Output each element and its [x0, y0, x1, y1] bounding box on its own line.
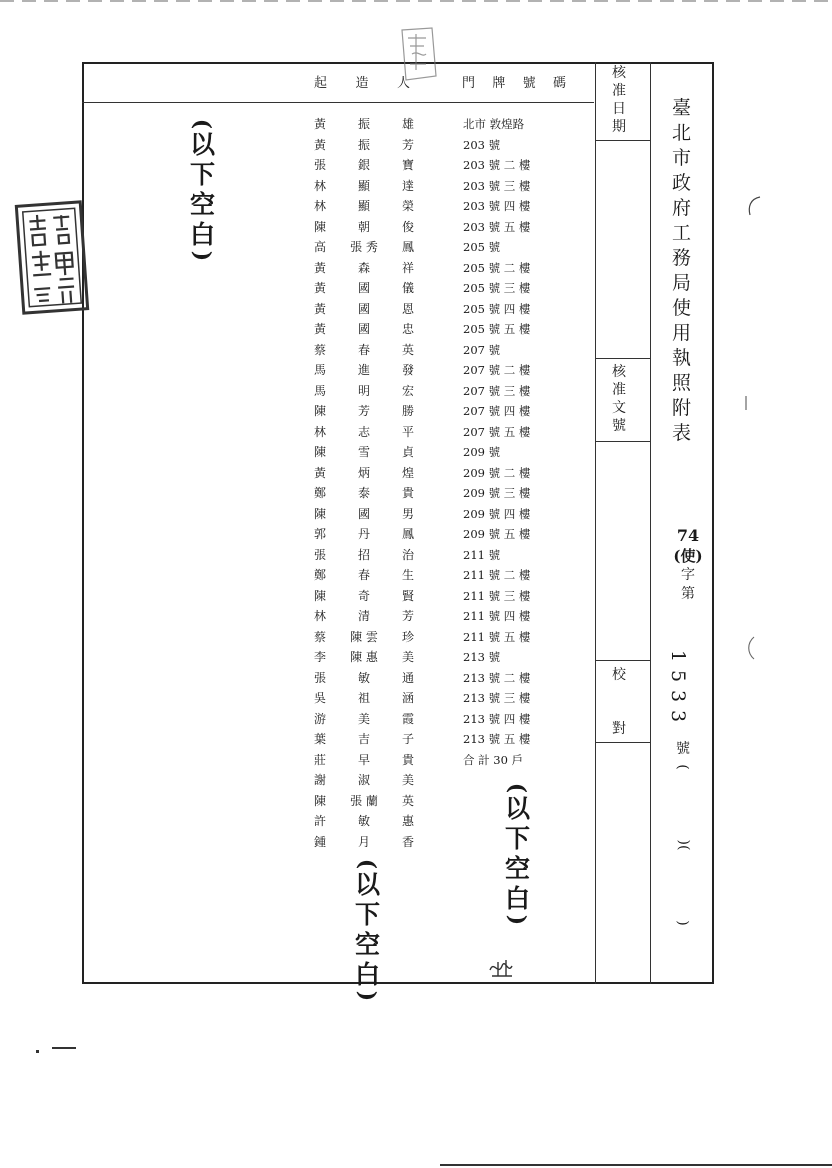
- address-row: 213 號 二 樓: [463, 670, 531, 685]
- approval-doc-label: [612, 363, 626, 435]
- title-char: 執: [672, 347, 692, 369]
- address-row: 203 號 二 樓: [463, 158, 531, 172]
- title-char: 市: [672, 147, 692, 169]
- blank-mark-close-paren: ): [189, 250, 216, 262]
- address-row: 213 號 五 樓: [463, 732, 531, 746]
- blank-mark-char: 白: [355, 960, 381, 989]
- builder-name-part: 顯: [357, 199, 370, 213]
- builder-row: [314, 504, 414, 525]
- builder-row: [314, 524, 414, 545]
- side-box-divider-1: [596, 140, 650, 141]
- builder-name-part: 高: [314, 240, 327, 254]
- builder-row: [314, 647, 414, 668]
- builder-name-part: 林: [314, 199, 327, 213]
- address-header-char: 牌: [492, 76, 506, 91]
- builder-row: [314, 688, 414, 709]
- builder-name-part: 國: [357, 506, 370, 521]
- builder-name-part: 張: [314, 158, 327, 172]
- builder-name-part: 陳: [314, 588, 327, 603]
- address-header-char: 號: [522, 76, 536, 91]
- builder-row: [314, 606, 414, 627]
- permit-number-block: [668, 526, 708, 604]
- builder-name-part: 張: [314, 670, 327, 685]
- builder-name-part: 清: [357, 609, 370, 623]
- blank-mark-char: 下: [190, 160, 216, 189]
- builder-name-part: 林: [314, 424, 327, 439]
- builder-row: [314, 422, 414, 443]
- blank-mark-char: 下: [355, 900, 381, 929]
- builder-name-part: 宏: [401, 383, 414, 398]
- address-row: 207 號 三 樓: [463, 383, 531, 398]
- builder-row: [314, 360, 414, 381]
- builder-row: [314, 483, 414, 504]
- builder-name-part: 黃: [314, 281, 327, 295]
- permit-char-di: 第: [681, 586, 695, 602]
- proofread-label: [612, 666, 626, 738]
- builder-row: [314, 299, 414, 320]
- builder-header: [314, 72, 410, 91]
- builder-name-part: 吳: [314, 691, 327, 705]
- bottom-edge-line: [440, 1164, 832, 1166]
- builder-name-part: 珍: [401, 629, 414, 644]
- builder-row: [314, 135, 414, 156]
- builder-name-part: 黃: [314, 117, 327, 131]
- address-row: 205 號 五 樓: [463, 322, 531, 336]
- builder-name-part: 陳: [314, 404, 327, 418]
- label-char: 校: [612, 667, 626, 683]
- builder-name-part: 鄭: [314, 486, 327, 500]
- builder-header-char: 起: [314, 76, 328, 91]
- blank-mark-char: 空: [190, 190, 216, 219]
- title-char: 北: [672, 122, 692, 144]
- builder-name-part: 振: [357, 137, 370, 152]
- builder-name-part: 蔡: [314, 629, 327, 644]
- address-header-char: 門: [462, 76, 476, 91]
- builder-name-part: 國: [357, 301, 370, 316]
- address-row: 203 號 三 樓: [463, 178, 531, 193]
- title-char: 務: [672, 247, 692, 269]
- builder-name-part: 奇: [357, 588, 370, 603]
- bracket: ): [675, 920, 691, 926]
- builder-name-part: 忠: [401, 322, 414, 336]
- address-row: 211 號 三 樓: [463, 588, 531, 603]
- builder-header-char: 造: [355, 76, 369, 91]
- builder-name-part: 許: [314, 814, 327, 828]
- bracket: (: [675, 764, 691, 770]
- header-divider: [82, 102, 594, 103]
- builder-name-part: 霞: [401, 711, 414, 726]
- builder-row: [314, 545, 414, 566]
- builder-row: [314, 832, 414, 853]
- builder-row: [314, 565, 414, 586]
- side-box-divider-5: [596, 742, 650, 743]
- builder-name-part: 祖: [357, 691, 370, 705]
- builder-name-part: 陳: [314, 506, 327, 521]
- address-row: 211 號 五 樓: [463, 629, 531, 644]
- builder-name-part: 明: [357, 383, 370, 398]
- address-row: 207 號 四 樓: [463, 404, 531, 418]
- bracket: )(: [675, 839, 691, 851]
- address-header-char: 碼: [552, 76, 566, 91]
- serial-digit: 3: [667, 709, 690, 723]
- builder-row: [314, 114, 414, 135]
- margin-bracket-mark-icon: [744, 195, 764, 217]
- builder-name-part: 張 蘭: [350, 793, 378, 808]
- builder-name-part: 平: [401, 424, 414, 439]
- builder-name-part: 春: [357, 342, 370, 357]
- builder-name-part: 祥: [401, 260, 414, 275]
- builder-name-part: 香: [401, 834, 414, 849]
- builder-name-part: 林: [314, 609, 327, 623]
- builder-name-part: 黃: [314, 137, 327, 152]
- label-char: 日: [612, 101, 626, 117]
- builder-name-part: 鄭: [314, 568, 327, 582]
- builder-name-part: 陳: [314, 793, 327, 808]
- builder-name-part: 治: [401, 547, 414, 562]
- title-char: 臺: [672, 97, 692, 119]
- builder-row: [314, 463, 414, 484]
- blank-mark-open-paren: (: [189, 118, 216, 130]
- blank-mark-char: 空: [505, 854, 531, 883]
- serial-digit: 1: [667, 649, 690, 663]
- builder-name-part: 鳳: [401, 240, 414, 254]
- builder-name-part: 黃: [314, 465, 327, 480]
- builder-name-part: 貞: [401, 445, 414, 459]
- builder-row: [314, 729, 414, 750]
- builder-row: [314, 627, 414, 648]
- builder-row: [314, 586, 414, 607]
- blank-mark-bottom: [355, 858, 380, 1002]
- builder-name-part: 進: [357, 363, 370, 377]
- builder-name-part: 張 秀: [350, 240, 378, 254]
- title-char: 表: [672, 422, 692, 444]
- permit-year: 74: [676, 526, 700, 545]
- builder-row: [314, 770, 414, 791]
- form-title: [672, 96, 691, 446]
- address-row: 205 號 四 樓: [463, 301, 531, 316]
- builder-name-part: 俊: [401, 219, 414, 234]
- side-box-divider-2: [596, 358, 650, 359]
- address-row: 205 號: [463, 240, 501, 254]
- address-row: 207 號 五 樓: [463, 424, 531, 439]
- builder-name-part: 國: [357, 322, 370, 336]
- builder-name-part: 貴: [401, 752, 414, 767]
- builder-name-part: 早: [357, 752, 370, 767]
- address-row: 209 號 四 樓: [463, 506, 531, 521]
- serial-digit: 5: [667, 669, 690, 683]
- blank-mark-close-paren: ): [354, 990, 381, 1002]
- builder-name-part: 振: [357, 117, 370, 131]
- builder-row: [314, 237, 414, 258]
- blank-mark-open-paren: (: [504, 782, 531, 794]
- builder-name-part: 黃: [314, 301, 327, 316]
- blank-mark-char: 白: [190, 220, 216, 249]
- title-char: 照: [672, 372, 692, 394]
- address-row: 205 號 二 樓: [463, 260, 531, 275]
- title-char: 附: [672, 397, 692, 419]
- builder-name-part: 雄: [401, 117, 414, 131]
- builder-row: [314, 176, 414, 197]
- address-row: 203 號 四 樓: [463, 199, 531, 213]
- builder-row: [314, 278, 414, 299]
- builder-name-part: 莊: [314, 752, 327, 767]
- permit-serial-number: [667, 646, 690, 726]
- address-row: 205 號 三 樓: [463, 281, 531, 295]
- builder-name-part: 恩: [401, 301, 414, 316]
- builder-name-part: 丹: [357, 527, 370, 541]
- builder-row: [314, 196, 414, 217]
- label-char: 號: [612, 418, 626, 434]
- address-row: 203 號: [463, 137, 501, 152]
- seal-stamp-icon: [12, 198, 92, 318]
- builder-name-part: 芳: [401, 609, 414, 623]
- address-row: 合 計 30 戶: [463, 752, 524, 767]
- title-char: 工: [672, 222, 692, 244]
- builder-name-part: 銀: [357, 158, 370, 172]
- label-char: 對: [612, 721, 626, 737]
- builder-name-part: 榮: [401, 199, 414, 213]
- builder-name-part: 寶: [401, 158, 414, 172]
- builder-row: [314, 155, 414, 176]
- builder-name-part: 顯: [357, 178, 370, 193]
- builder-row: [314, 668, 414, 689]
- builder-row: [314, 217, 414, 238]
- approval-date-label: [612, 64, 626, 136]
- blank-mark-char: 以: [190, 130, 216, 159]
- blank-mark-close-paren: ): [504, 914, 531, 926]
- builder-name-part: 美: [401, 773, 414, 787]
- builder-name-part: 煌: [401, 465, 414, 480]
- scan-top-line: [0, 0, 832, 2]
- builder-row: [314, 319, 414, 340]
- permit-char-hao: 號: [676, 741, 690, 757]
- blank-mark-char: 下: [505, 824, 531, 853]
- address-list: [463, 114, 563, 770]
- builder-name-part: 涵: [401, 691, 414, 705]
- address-header: [462, 72, 566, 91]
- blank-mark-char: 白: [505, 884, 531, 913]
- blank-mark-left: [190, 118, 215, 262]
- builder-name-part: 炳: [357, 465, 370, 480]
- builder-name-part: 男: [401, 506, 414, 521]
- builder-name-part: 敏: [357, 670, 370, 685]
- builder-name-part: 葉: [314, 732, 327, 746]
- title-char: 使: [672, 297, 692, 319]
- address-row: 209 號: [463, 445, 501, 459]
- label-char: 准: [612, 382, 626, 398]
- margin-bracket-mark-icon: [744, 635, 756, 661]
- builder-name-part: 美: [401, 650, 414, 664]
- address-row: 209 號 五 樓: [463, 527, 531, 541]
- builder-name-part: 貴: [401, 486, 414, 500]
- scribble-mark-icon: [488, 956, 518, 980]
- blank-mark-char: 以: [505, 794, 531, 823]
- address-row: 211 號 四 樓: [463, 609, 531, 623]
- address-row: 213 號 四 樓: [463, 711, 531, 726]
- address-row: 207 號: [463, 342, 501, 357]
- serial-digit: 3: [667, 689, 690, 703]
- builder-name-part: 李: [314, 650, 327, 664]
- label-char: 核: [612, 364, 626, 380]
- builder-header-char: 人: [396, 76, 410, 91]
- builder-name-part: 達: [401, 178, 414, 193]
- builder-name-part: 鳳: [401, 527, 414, 541]
- builder-name-part: 郭: [314, 527, 327, 541]
- side-column-right-border: [650, 62, 651, 984]
- builder-name-part: 通: [401, 670, 414, 685]
- permit-char-zi: 字: [681, 567, 695, 583]
- builder-name-part: 發: [401, 363, 414, 377]
- builder-row: [314, 401, 414, 422]
- builder-name-part: 國: [357, 281, 370, 295]
- builder-name-part: 鍾: [314, 834, 327, 849]
- side-box-divider-4: [596, 660, 650, 661]
- builder-name-part: 森: [357, 260, 370, 275]
- builder-name-part: 英: [401, 793, 414, 808]
- builder-name-part: 招: [357, 547, 370, 562]
- builder-name-part: 游: [314, 711, 327, 726]
- builder-name-part: 陳: [314, 445, 327, 459]
- address-row: 211 號 二 樓: [463, 568, 531, 582]
- builder-name-part: 儀: [401, 281, 414, 295]
- side-column-left-border: [595, 62, 596, 984]
- builder-name-part: 陳 惠: [350, 650, 378, 664]
- blank-mark-char: 以: [355, 870, 381, 899]
- builder-name-part: 春: [357, 568, 370, 582]
- bottom-dot-mark: [36, 1050, 39, 1053]
- margin-tick-mark-icon: [743, 395, 749, 411]
- builder-name-part: 芳: [401, 137, 414, 152]
- builder-name-part: 生: [401, 568, 414, 582]
- title-char: 用: [672, 322, 692, 344]
- builder-name-part: 月: [357, 834, 370, 849]
- builder-name-part: 吉: [357, 732, 370, 746]
- blank-mark-char: 空: [355, 930, 381, 959]
- builder-name-part: 陳: [314, 219, 327, 234]
- address-row: 209 號 二 樓: [463, 465, 531, 480]
- label-char: 准: [612, 83, 626, 99]
- address-row: 207 號 二 樓: [463, 363, 531, 377]
- builder-name-part: 芳: [357, 404, 370, 418]
- address-row: 203 號 五 樓: [463, 219, 531, 234]
- builder-row: [314, 750, 414, 771]
- builder-name-part: 謝: [314, 773, 327, 787]
- title-char: 府: [672, 197, 692, 219]
- builder-name-part: 林: [314, 178, 327, 193]
- builder-name-part: 賢: [401, 588, 414, 603]
- builder-name-part: 淑: [357, 773, 370, 787]
- builder-name-part: 志: [357, 424, 370, 439]
- builder-name-part: 惠: [401, 814, 414, 828]
- address-row: 213 號: [463, 650, 501, 664]
- title-char: 政: [672, 172, 692, 194]
- builder-name-part: 英: [401, 342, 414, 357]
- address-row: 213 號 三 樓: [463, 691, 531, 705]
- builder-name-part: 雪: [357, 445, 370, 459]
- builder-name-part: 朝: [357, 219, 370, 234]
- blank-mark-right: [505, 782, 530, 926]
- builder-list: [314, 114, 414, 852]
- builder-row: [314, 442, 414, 463]
- address-row: 211 號: [463, 547, 501, 562]
- address-row: 209 號 三 樓: [463, 486, 531, 500]
- builder-name-part: 黃: [314, 260, 327, 275]
- builder-name-part: 勝: [401, 404, 414, 418]
- builder-name-part: 敏: [357, 814, 370, 828]
- side-box-divider-3: [596, 441, 650, 442]
- builder-name-part: 陳 雲: [350, 629, 378, 644]
- builder-name-part: 子: [401, 732, 414, 746]
- builder-name-part: 馬: [314, 363, 327, 377]
- permit-suffix: [676, 740, 690, 932]
- builder-row: [314, 791, 414, 812]
- label-char: 文: [612, 400, 626, 416]
- permit-type: (使): [673, 547, 703, 565]
- builder-name-part: 美: [357, 711, 370, 726]
- builder-name-part: 蔡: [314, 342, 327, 357]
- builder-name-part: 黃: [314, 322, 327, 336]
- builder-name-part: 泰: [357, 486, 370, 500]
- address-row: 北市 敦煌路: [463, 117, 525, 131]
- blank-mark-open-paren: (: [354, 858, 381, 870]
- builder-row: [314, 340, 414, 361]
- builder-row: [314, 381, 414, 402]
- builder-row: [314, 258, 414, 279]
- builder-name-part: 馬: [314, 383, 327, 398]
- bottom-dash-mark: [52, 1047, 76, 1049]
- title-char: 局: [672, 272, 692, 294]
- builder-name-part: 張: [314, 547, 327, 562]
- label-char: 期: [612, 119, 626, 135]
- builder-row: [314, 709, 414, 730]
- label-char: 核: [612, 65, 626, 81]
- faint-stamp-icon: [398, 24, 440, 84]
- builder-row: [314, 811, 414, 832]
